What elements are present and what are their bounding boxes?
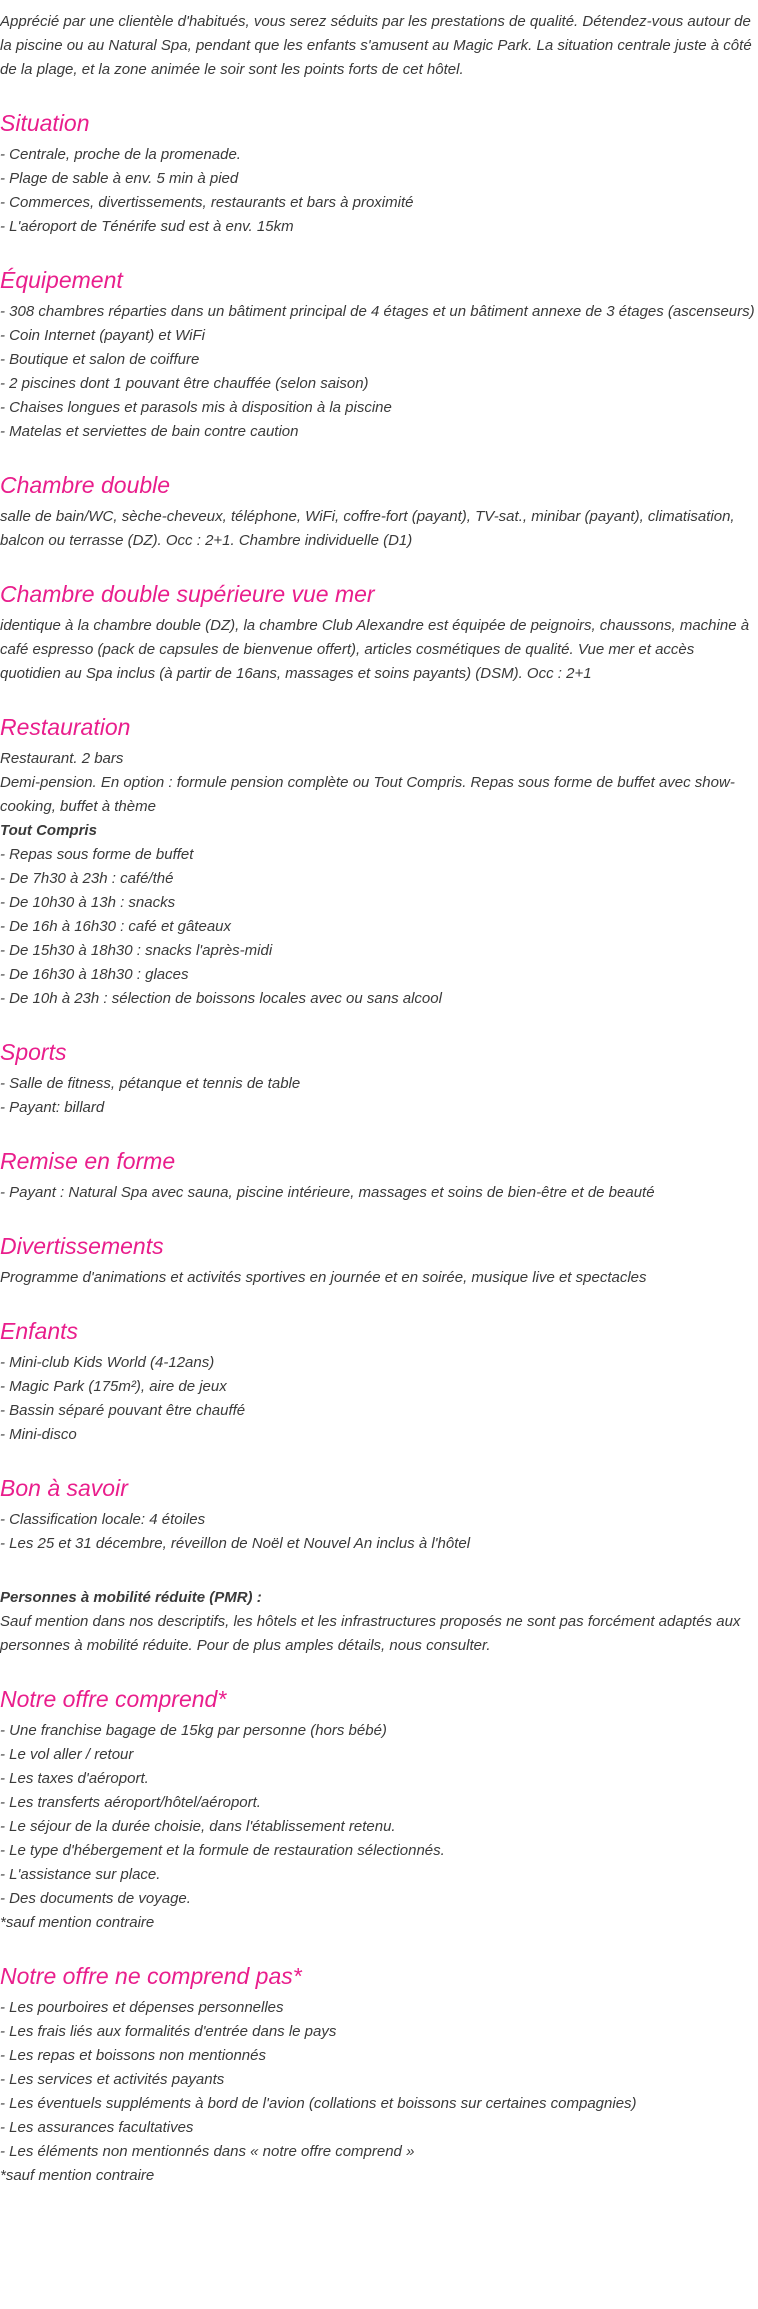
section-title: Notre offre comprend* [0,1686,227,1712]
list-item: - De 7h30 à 23h : café/thé [0,870,174,887]
list-item: - Des documents de voyage. [0,1890,191,1907]
section-title: Chambre double supérieure vue mer [0,581,375,607]
section-title: Remise en forme [0,1148,176,1174]
list-item: - De 15h30 à 18h30 : snacks l'après-midi [0,942,273,959]
list-item: - Payant : Natural Spa avec sauna, piscine intérieure, massages et soins de bien-être et de beauté [0,1184,655,1201]
section-equipement [0,265,758,444]
list-item: - 308 chambres réparties dans un bâtiment principal de 4 étages et un bâtiment annexe de 3 étages (ascenseurs) [0,303,755,320]
section-title: Notre offre ne comprend pas* [0,1963,302,1989]
section-bon-a-savoir [0,1473,758,1556]
list-item: - Chaises longues et parasols mis à disposition à la piscine [0,399,392,416]
section-title: Restauration [0,714,131,740]
list-item: - Le séjour de la durée choisie, dans l'établissement retenu. [0,1818,396,1835]
pmr-heading: Personnes à mobilité réduite (PMR) : [0,1589,262,1606]
list-item: - De 16h à 16h30 : café et gâteaux [0,918,231,935]
list-item: - Mini-club Kids World (4-12ans) [0,1354,215,1371]
room-description: identique à la chambre double (DZ), la chambre Club Alexandre est équipée de peignoirs, chaussons, machine à café espresso (pack de capsules de bienvenue offert), articles cosmétiques de qualité. Vue mer et accès quotidien au Spa inclus (à partir de 16ans, massages et soins payants) (DSM). Occ : 2+1 [0,617,750,682]
section-chambre-superieure [0,579,758,686]
list-item: - Les repas et boissons non mentionnés [0,2047,266,2064]
list-item: - L'aéroport de Ténérife sud est à env. 15km [0,218,294,235]
pmr-text: Sauf mention dans nos descriptifs, les hôtels et les infrastructures proposés ne sont pas forcément adaptés aux personnes à mobilité réduite. Pour de plus amples détails, nous consulter. [0,1613,741,1654]
all-inclusive-heading: Tout Compris [0,822,97,839]
list-item: - Une franchise bagage de 15kg par personne (hors bébé) [0,1722,387,1739]
list-item: - Les services et activités payants [0,2071,225,2088]
restaurant-info: Restaurant. 2 bars [0,750,124,767]
list-item: - De 10h à 23h : sélection de boissons locales avec ou sans alcool [0,990,442,1007]
section-title: Sports [0,1039,67,1065]
list-item: - Les pourboires et dépenses personnelles [0,1999,284,2016]
section-chambre-double [0,470,758,553]
list-item: - Plage de sable à env. 5 min à pied [0,170,239,187]
intro-text: Apprécié par une clientèle d'habitués, vous serez séduits par les prestations de qualité. Détendez-vous autour de la piscine ou au Natural Spa, pendant que les enfants s'amusent au Magic Park. La situation centrale juste à côté de la plage, et la zone animée le soir sont les points forts de cet hôtel. [0,13,752,78]
list-item: - Classification locale: 4 étoiles [0,1511,206,1528]
section-enfants [0,1316,758,1447]
list-item: - Boutique et salon de coiffure [0,351,200,368]
section-restauration [0,712,758,1011]
list-item: - Payant: billard [0,1099,105,1116]
list-item: - Salle de fitness, pétanque et tennis de table [0,1075,301,1092]
board-info: Demi-pension. En option : formule pension complète ou Tout Compris. Repas sous forme de buffet avec show-cooking, buffet à thème [0,774,735,815]
list-item: - De 10h30 à 13h : snacks [0,894,176,911]
list-item: - 2 piscines dont 1 pouvant être chauffée (selon saison) [0,375,369,392]
list-item: - Magic Park (175m²), aire de jeux [0,1378,227,1395]
list-item: - Matelas et serviettes de bain contre caution [0,423,299,440]
hotel-description [0,10,758,2188]
section-title: Chambre double [0,472,171,498]
section-situation [0,108,758,239]
section-title: Bon à savoir [0,1475,128,1501]
list-item: - Les transferts aéroport/hôtel/aéroport. [0,1794,261,1811]
list-item: - Repas sous forme de buffet [0,846,194,863]
section-pmr [0,1586,758,1658]
list-item: - Coin Internet (payant) et WiFi [0,327,205,344]
list-item: - Les assurances facultatives [0,2119,194,2136]
list-item: - Les éventuels suppléments à bord de l'avion (collations et boissons sur certaines compagnies) [0,2095,637,2112]
list-item: - Commerces, divertissements, restaurants et bars à proximité [0,194,414,211]
list-item: - Les 25 et 31 décembre, réveillon de Noël et Nouvel An inclus à l'hôtel [0,1535,471,1552]
list-item: - Mini-disco [0,1426,77,1443]
list-item: - L'assistance sur place. [0,1866,161,1883]
list-item: - Le vol aller / retour [0,1746,134,1763]
room-description: salle de bain/WC, sèche-cheveux, téléphone, WiFi, coffre-fort (payant), TV-sat., minibar (payant), climatisation, balcon ou terrasse (DZ). Occ : 2+1. Chambre individuelle (D1) [0,508,735,549]
section-divertissements [0,1231,758,1290]
list-item: - Les frais liés aux formalités d'entrée dans le pays [0,2023,337,2040]
list-item: - Les éléments non mentionnés dans « notre offre comprend » [0,2143,415,2160]
list-item: - Le type d'hébergement et la formule de restauration sélectionnés. [0,1842,445,1859]
list-item: - Centrale, proche de la promenade. [0,146,241,163]
section-title: Enfants [0,1318,78,1344]
entertainment-text: Programme d'animations et activités sportives en journée et en soirée, musique live et spectacles [0,1269,647,1286]
section-sports [0,1037,758,1120]
list-item: - Les taxes d'aéroport. [0,1770,149,1787]
section-remise-en-forme [0,1146,758,1205]
section-title: Divertissements [0,1233,164,1259]
section-offre-ne-comprend-pas [0,1961,758,2188]
section-title: Équipement [0,267,123,293]
footnote: *sauf mention contraire [0,2167,155,2184]
footnote: *sauf mention contraire [0,1914,155,1931]
section-offre-comprend [0,1684,758,1935]
list-item: - De 16h30 à 18h30 : glaces [0,966,189,983]
section-title: Situation [0,110,90,136]
list-item: - Bassin séparé pouvant être chauffé [0,1402,246,1419]
